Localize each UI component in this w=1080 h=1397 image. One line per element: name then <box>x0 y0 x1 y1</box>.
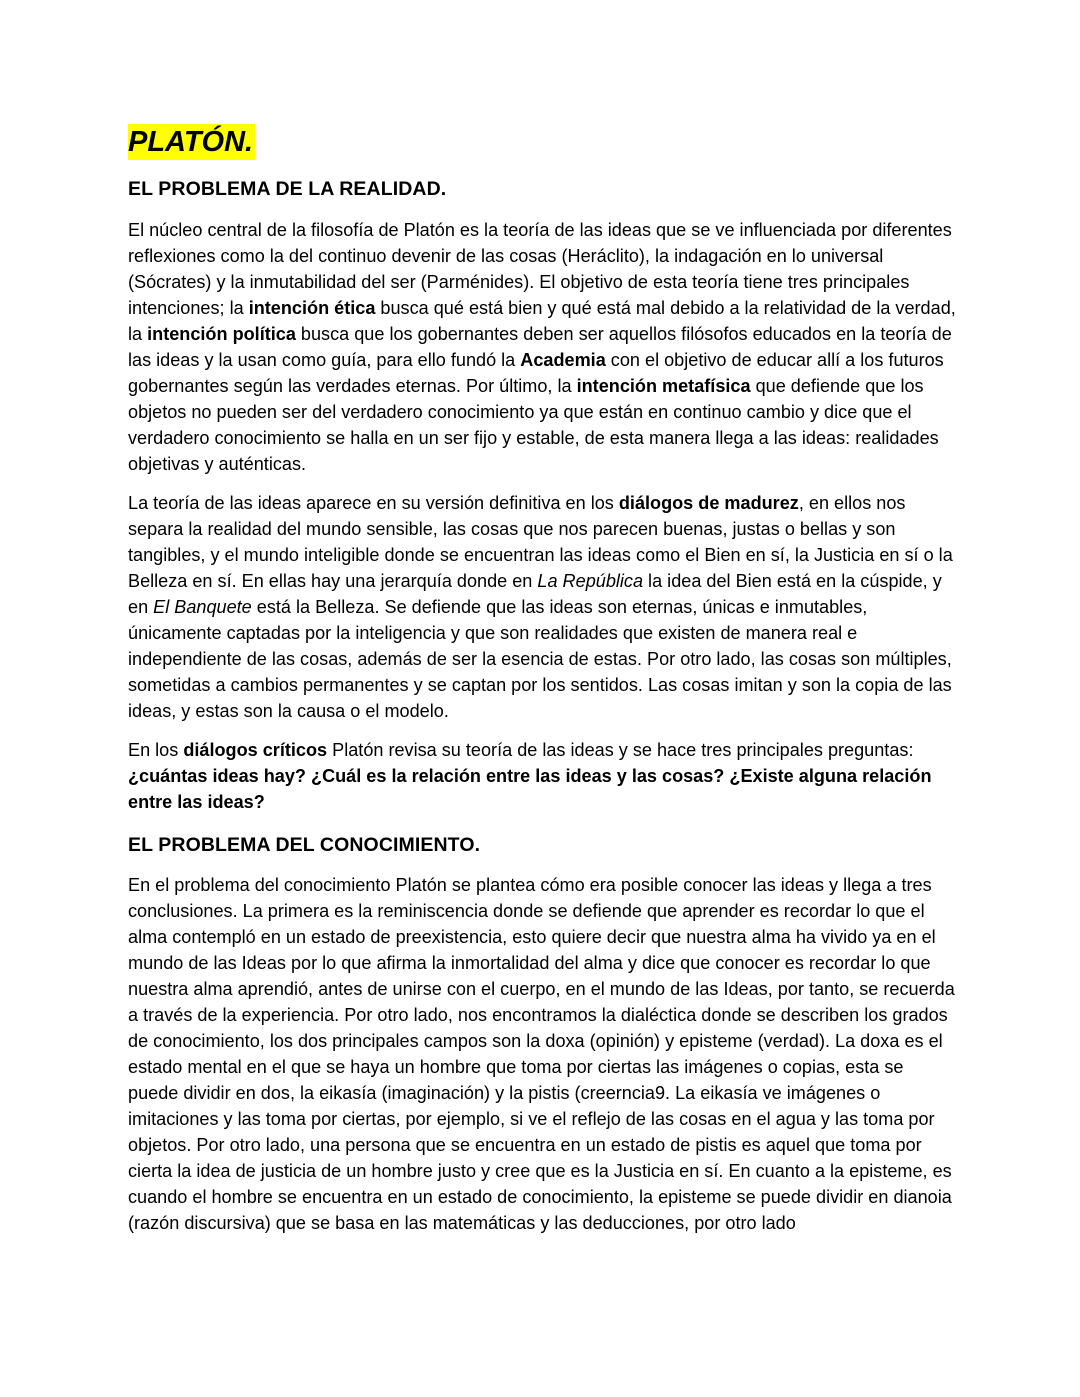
section-heading-conocimiento: EL PROBLEMA DEL CONOCIMIENTO. <box>128 834 481 856</box>
paragraph-dialogos-madurez: La teoría de las ideas aparece en su versión definitiva en los diálogos de madurez, en ellos nos separa la realidad del mundo sensible, las cosas que nos parecen buenas, justas o bellas y son tangibles, y el mundo inteligible donde se encuentran las ideas como el Bien en sí, la Justicia en sí o la Belleza en sí. En ellas hay una jerarquía donde en La República la idea del Bien está en la cúspide, y en El Banquete está la Belleza. Se defiende que las ideas son eternas, únicas e inmutables, únicamente captadas por la inteligencia y que son realidades que existen de manera real e independiente de las cosas, además de ser la esencia de estas. Por otro lado, las cosas son múltiples, sometidas a cambios permanentes y se captan por los sentidos. Las cosas imitan y son la copia de las ideas, y estas son la causa o el modelo. <box>128 493 953 721</box>
paragraph-ideas-intro: El núcleo central de la filosofía de Platón es la teoría de las ideas que se ve influenciada por diferentes reflexiones como la del continuo devenir de las cosas (Heráclito), la indagación en lo universal (Sócrates) y la inmutabilidad del ser (Parménides). El objetivo de esta teoría tiene tres principales intenciones; la intención ética busca qué está bien y qué está mal debido a la relatividad de la verdad, la intención política busca que los gobernantes deben ser aquellos filósofos educados en la teoría de las ideas y la usan como guía, para ello fundó la Academia con el objetivo de educar allí a los futuros gobernantes según las verdades eternas. Por último, la intención metafísica que defiende que los objetos no pueden ser del verdadero conocimiento ya que están en continuo cambio y dice que el verdadero conocimiento se halla en un ser fijo y estable, de esta manera llega a las ideas: realidades objetivas y auténticas. <box>128 220 956 474</box>
paragraph-dialogos-criticos: En los diálogos críticos Platón revisa su teoría de las ideas y se hace tres principales preguntas: ¿cuántas ideas hay? ¿Cuál es la relación entre las ideas y las cosas? ¿Existe alguna relación entre las ideas? <box>128 740 932 812</box>
document-title: PLATÓN. <box>128 126 254 158</box>
section-heading-realidad: EL PROBLEMA DE LA REALIDAD. <box>128 178 447 200</box>
paragraph-conocimiento: En el problema del conocimiento Platón se plantea cómo era posible conocer las ideas y llega a tres conclusiones. La primera es la reminiscencia donde se defiende que aprender es recordar lo que el alma contempló en un estado de preexistencia, esto quiere decir que nuestra alma ha vivido ya en el mundo de las Ideas por lo que afirma la inmortalidad del alma y dice que conocer es recordar lo que nuestra alma aprendió, antes de unirse con el cuerpo, en el mundo de las Ideas, por tanto, se recuerda a través de la experiencia. Por otro lado, nos encontramos la dialéctica donde se describen los grados de conocimiento, los dos principales campos son la doxa (opinión) y episteme (verdad). La doxa es el estado mental en el que se haya un hombre que toma por ciertas las imágenes o copias, esta se puede dividir en dos, la eikasía (imaginación) y la pistis (creerncia9. La eikasía ve imágenes o imitaciones y las toma por ciertas, por ejemplo, si ve el reflejo de las cosas en el agua y las toma por objetos. Por otro lado, una persona que se encuentra en un estado de pistis es aquel que toma por cierta la idea de justicia de un hombre justo y cree que es la Justicia en sí. En cuanto a la episteme, es cuando el hombre se encuentra en un estado de conocimiento, la episteme se puede dividir en dianoia (razón discursiva) que se basa en las matemáticas y las deducciones, por otro lado <box>128 875 955 1233</box>
document-page <box>128 124 958 1236</box>
